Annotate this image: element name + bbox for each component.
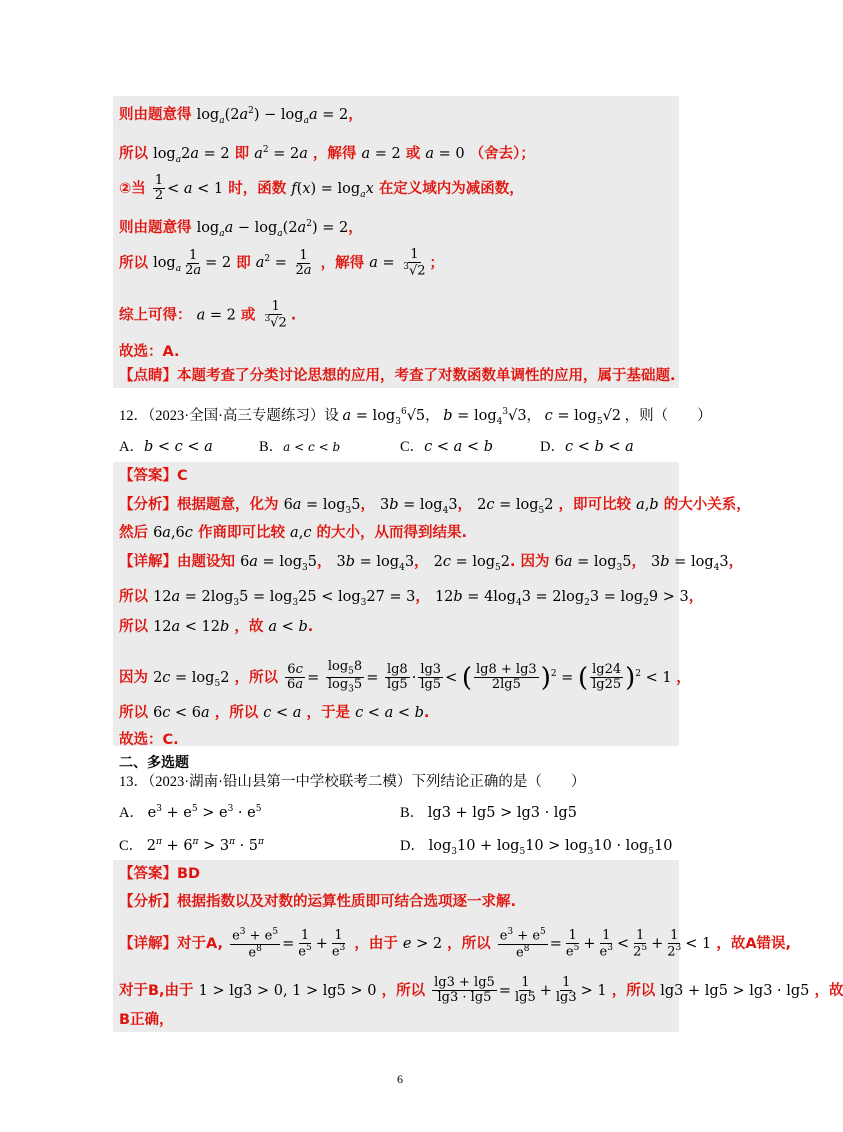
text: C． — [400, 439, 425, 455]
option-c: C． $2^\pi + 6^\pi > 3^\pi \cdot 5^\pi$ — [119, 837, 264, 854]
solution-line: 故选：A. — [119, 344, 180, 360]
text: 的大小，从而得到结果. — [316, 525, 468, 541]
option-d: D．c < b < a — [540, 439, 634, 455]
text: 【详解】由题设知 — [119, 554, 235, 570]
text: ，于是 — [306, 705, 351, 721]
text: ，所以 — [214, 705, 259, 721]
text: 因为 — [119, 669, 148, 686]
text: ，所以 — [234, 669, 278, 686]
text: 则由题意得 — [119, 106, 192, 123]
detail-line: B正确， — [119, 1012, 174, 1028]
text: 所以 — [119, 255, 148, 272]
text: 对于B,由于 — [119, 982, 194, 999]
text: 则由题意得 — [119, 219, 192, 236]
solution-line: 则由题意得 $\log_a(2a^2) - \log_aa = 2$， — [119, 106, 363, 126]
detail-line: 对于B,由于 1 > lg3 > 0, 1 > lg5 > 0 ，所以 $\frac{\lg 3 + \lg 5}{\lg 3 \cdot \lg 5}$ = $\frac{1}{\lg 5}$ + $\frac{1}{\lg 3}$ > 1 ，所以 lg3 + lg5 > lg3 · lg5 ，故 — [119, 975, 843, 1006]
question-13: 13．（2023·湖南·铅山县第一中学校联考二模）下列结论正确的是（ ） — [119, 774, 586, 790]
text: ，则（ ） — [624, 407, 712, 424]
detail-line: 因为 $2c = \log_52$ ，所以 $\frac{6c}{6a}$ = $\frac{\log_58}{\log_35}$ = $\frac{\lg 8}{\lg 5}$ · $\frac{\lg 3}{\lg 5}$ < ( $\frac{\lg 8 + \lg 3}{2\lg 5}$ )$^2$ = ( $\frac{\lg 24}{\lg 25}$ )$^2$ < 1 ， — [119, 659, 691, 696]
text: ，即可比较 — [558, 497, 632, 513]
solution-line: 则由题意得 $\log_aa - \log_a(2a^2) = 2$， — [119, 219, 363, 239]
text: B． — [400, 805, 425, 821]
detail-line: 【详解】对于A, $\frac{e^3 + e^5}{e^8}$ = $\frac{1}{e^5}$ + $\frac{1}{e^3}$ ，由于 e > 2 ，所以 $\frac{e^3 + e^5}{e^8}$ = $\frac{1}{e^5}$ + $\frac{1}{e^3}$ < $\frac{1}{2^5}$ + $\frac{1}{2^3}$ < 1 ，故A错误, — [119, 927, 792, 960]
solution-line: ②当 $\frac{1}{2}$ < a < 1 时，函数 $f(x) = \log_ax$ 在定义域内为减函数， — [119, 173, 524, 204]
text: A． — [119, 439, 144, 455]
solution-line: 综上可得： a = 2 或 $\frac{1}{^3√2}$ . — [119, 299, 297, 331]
detail-line: 【详解】由题设知 $6a = \log_35$， $3b = \log_43$， $2c = \log_52$. 因为 $6a = \log_35$， $3b = \log_43$， — [119, 554, 744, 573]
remark-line: 【点睛】本题考查了分类讨论思想的应用，考查了对数函数单调性的应用，属于基础题. — [119, 368, 676, 384]
text: D． — [400, 838, 425, 854]
text: D． — [540, 439, 565, 455]
page-number: 6 — [397, 1072, 403, 1086]
solution-line: 所以 $\log_a$ $\frac{1}{2a}$ = 2 即 $a^2$ = $\frac{1}{2a}$ ，解得 a = $\frac{1}{^3√2}$ ； — [119, 247, 445, 279]
solution-line: 所以 $\log_a2a = 2$ 即 $a^2 = 2a$ ，解得 a = 2 或 a = 0 （舍去）； — [119, 145, 535, 165]
text: 即 — [236, 255, 251, 272]
detail-line: 故选：C. — [119, 732, 179, 748]
option-a: A． $e^3 + e^5 > e^3 \cdot e^5$ — [119, 804, 262, 821]
analysis-line: 【分析】根据指数以及对数的运算性质即可结合选项逐一求解. — [119, 894, 517, 910]
text: 作商即可比较 — [197, 525, 285, 541]
text: （舍去）； — [469, 145, 535, 162]
text: 因为 — [520, 554, 550, 570]
text: 即 — [234, 145, 250, 162]
text: 或 — [405, 145, 421, 162]
detail-line: 所以 12a < 12b ，故 a < b. — [119, 619, 314, 635]
analysis-line: 然后 6a,6c 作商即可比较 a,c 的大小，从而得到结果. — [119, 525, 468, 541]
text: ，所以 — [447, 936, 491, 953]
text: B． — [259, 439, 284, 455]
option-a: A．b < c < a — [119, 439, 213, 455]
text: ，解得 — [320, 255, 365, 272]
text: 然后 — [119, 525, 148, 541]
option-b: B． lg3 + lg5 > lg3 · lg5 — [400, 805, 577, 821]
text: 在定义域内为减函数， — [378, 180, 524, 197]
text: ②当 — [119, 180, 146, 197]
answer-line: 【答案】BD — [119, 866, 201, 882]
detail-line: 所以 $12a = 2\log_35 = \log_325 < \log_327 = 3$， $12b = 4\log_43 = 2\log_23 = \log_29 > 3$， — [119, 589, 704, 608]
text: 的大小关系， — [663, 497, 751, 513]
text: C． — [119, 838, 144, 854]
text: 所以 — [119, 589, 148, 605]
text: 所以 — [119, 705, 148, 721]
text: ，故 — [234, 619, 264, 635]
section-heading: 二、多选题 — [119, 755, 189, 771]
option-c: C．c < a < b — [400, 439, 493, 455]
question-12: 12．（2023·全国·高三专题练习）设 $a = \log_3^6√5$， $b = \log_4^3√3$， $c = \log_5√2$ ，则（ ） — [119, 407, 712, 427]
text: ，解得 — [312, 145, 357, 162]
text: ，所以 — [381, 982, 426, 999]
text: 【分析】根据题意，化为 — [119, 497, 279, 513]
text: ，故A错误, — [716, 936, 792, 953]
option-b: B．a < c < b — [259, 439, 341, 455]
answer-line: 【答案】C — [119, 468, 188, 484]
detail-line: 所以 6c < 6a ，所以 c < a ，于是 c < a < b. — [119, 705, 430, 721]
text: A． — [119, 805, 144, 821]
text: ，由于 — [354, 936, 398, 953]
option-d: D． $\log_310 + \log_510 > \log_310 \cdot \log_510$ — [400, 838, 673, 857]
text: 所以 — [119, 145, 148, 162]
text: 12．（2023·全国·高三专题练习）设 — [119, 407, 339, 424]
text: ，故 — [814, 982, 843, 999]
text: 【详解】对于A, — [119, 936, 223, 953]
text: 所以 — [119, 619, 148, 635]
analysis-line: 【分析】根据题意，化为 $6a = \log_35$， $3b = \log_43$， $2c = \log_52$ ，即可比较 a,b 的大小关系， — [119, 497, 751, 516]
text: 综上可得： — [119, 307, 192, 324]
text: ，所以 — [611, 982, 656, 999]
text: 时，函数 — [228, 180, 287, 197]
text: 或 — [240, 307, 256, 324]
